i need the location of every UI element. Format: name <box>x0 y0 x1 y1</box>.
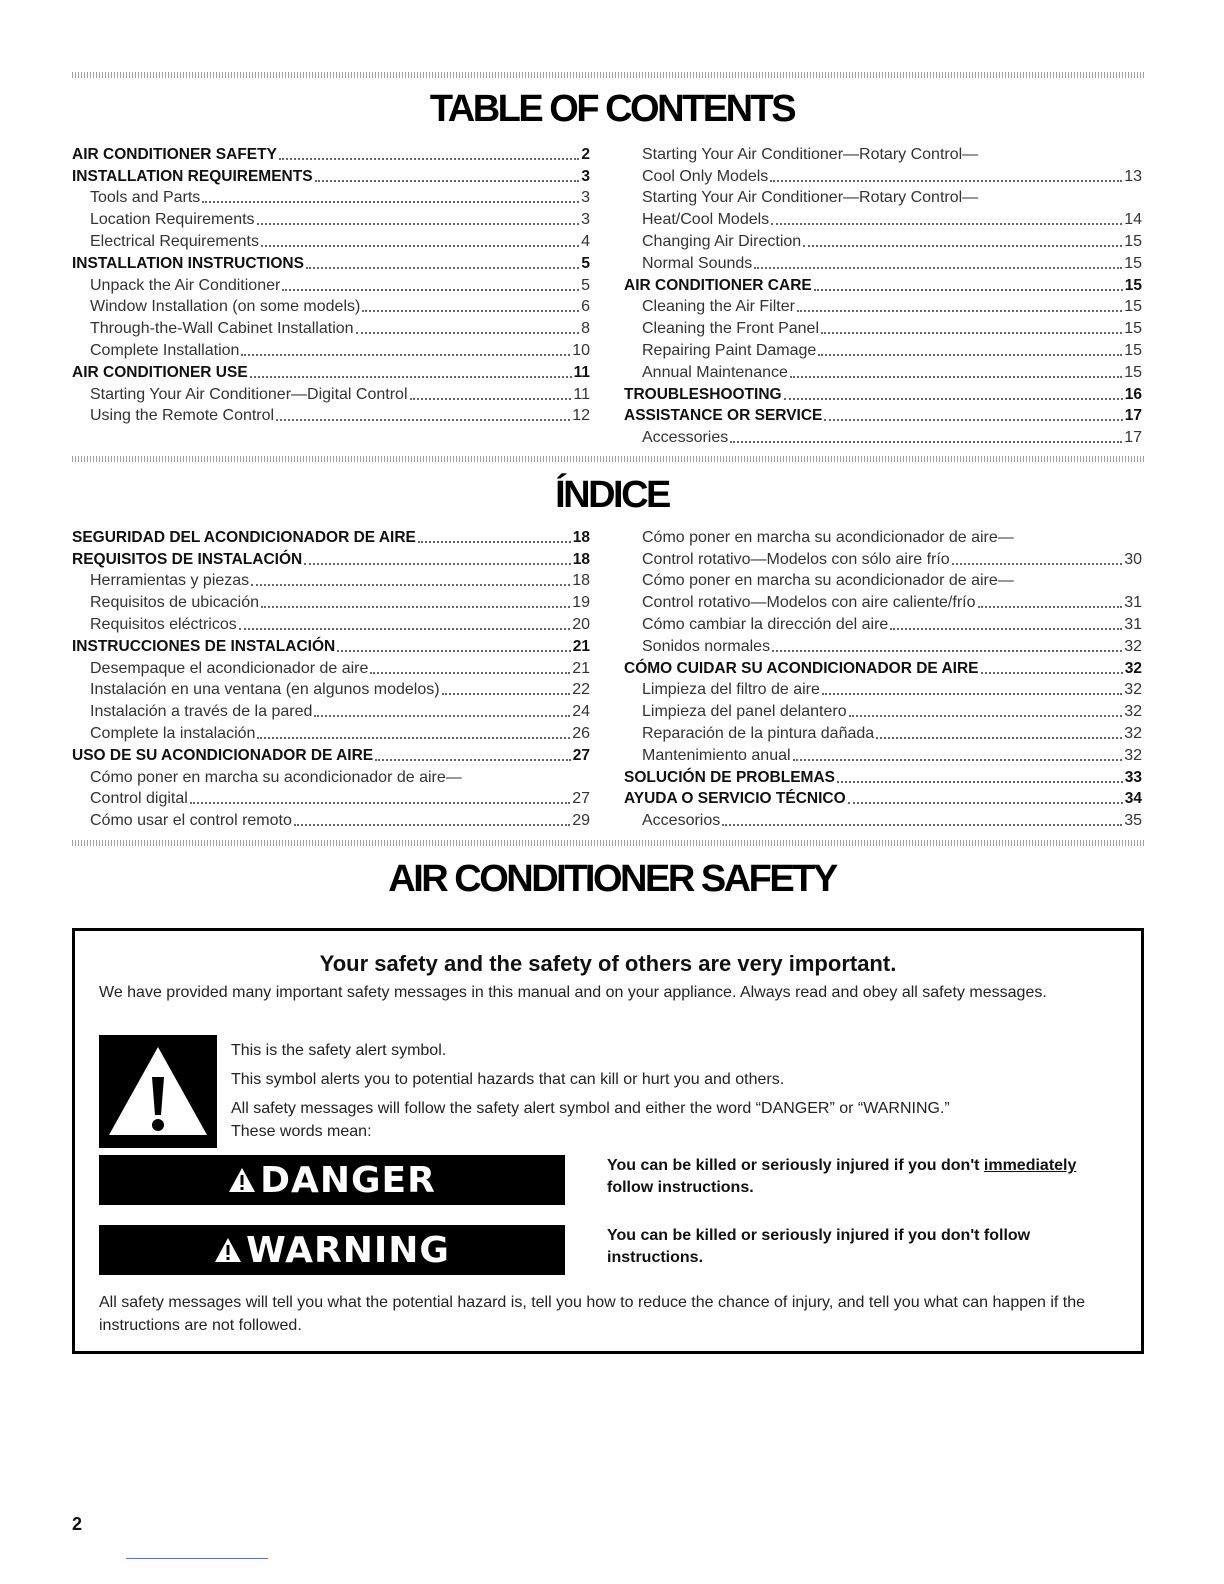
toc-entry-page: 18 <box>572 550 590 568</box>
toc-leader-dots <box>952 561 1123 565</box>
toc-entry <box>624 569 1142 591</box>
toc-entry-page: 18 <box>572 528 590 546</box>
safety-title: AIR CONDITIONER SAFETY <box>388 858 836 900</box>
toc-entry-page: 17 <box>1124 407 1142 425</box>
safety-box <box>72 928 1144 1354</box>
toc-leader-dots <box>772 648 1122 652</box>
toc-section-entry <box>72 164 590 186</box>
toc-leader-dots <box>793 757 1123 761</box>
toc-leader-dots <box>849 713 1123 717</box>
toc-leader-dots <box>822 691 1122 695</box>
toc-entry-page: 15 <box>1124 320 1142 338</box>
toc-entry <box>624 699 1142 721</box>
toc-entry-page: 15 <box>1124 232 1142 250</box>
toc-leader-dots <box>241 352 570 356</box>
toc-entry-page: 27 <box>572 790 590 808</box>
toc-entry-label: Starting Your Air Conditioner—Rotary Control— <box>642 145 979 163</box>
toc-entry <box>624 251 1142 273</box>
toc-entry-label: AIR CONDITIONER USE <box>72 363 248 381</box>
toc-entry-page: 2 <box>581 145 590 163</box>
toc-leader-dots <box>294 822 570 826</box>
toc-entry-label: SOLUCIÓN DE PROBLEMAS <box>624 768 835 786</box>
toc-entry <box>72 656 590 678</box>
page-number: 2 <box>72 1514 83 1534</box>
toc-leader-dots <box>190 800 570 804</box>
warning-banner <box>99 1225 565 1275</box>
toc-entry-label: Cleaning the Front Panel <box>642 320 819 338</box>
toc-entry-page: 32 <box>1124 724 1142 742</box>
toc-leader-dots <box>315 178 580 182</box>
toc-entry <box>624 525 1142 547</box>
toc-entry-page: 26 <box>572 724 590 742</box>
toc-entry-label: Instalación en una ventana (en algunos modelos) <box>90 681 440 699</box>
toc-entry-page: 15 <box>1124 363 1142 381</box>
toc-leader-dots <box>754 265 1122 269</box>
toc-entry-page: 11 <box>573 385 590 403</box>
toc-entry-label: INSTALLATION REQUIREMENTS <box>72 167 313 185</box>
toc-leader-dots <box>790 374 1122 378</box>
toc-entry-page: 3 <box>581 189 590 207</box>
toc-entry-page: 34 <box>1124 790 1142 808</box>
warning-triangle-icon <box>228 1166 256 1194</box>
toc-section-entry <box>624 787 1142 809</box>
indice-title: ÍNDICE <box>555 474 669 516</box>
toc-section-entry <box>72 360 590 382</box>
toc-entry-page: 35 <box>1124 812 1142 830</box>
toc-leader-dots <box>890 626 1122 630</box>
toc-section-entry <box>72 634 590 656</box>
toc-entry-label: AYUDA O SERVICIO TÉCNICO <box>624 790 846 808</box>
toc-entry-page: 32 <box>1124 681 1142 699</box>
toc-leader-dots <box>314 713 570 717</box>
toc-entry-label: Heat/Cool Models <box>642 211 770 229</box>
toc-entry-page: 20 <box>572 615 590 633</box>
toc-entry-page: 8 <box>581 320 590 338</box>
toc-entry <box>624 808 1142 830</box>
toc-entry <box>72 404 590 426</box>
toc-entry-label: Herramientas y piezas <box>90 572 250 590</box>
toc-leader-dots <box>770 178 1122 182</box>
toc-entry-page: 21 <box>572 637 590 655</box>
toc-leader-dots <box>261 243 579 247</box>
toc-entry-label: CÓMO CUIDAR SU ACONDICIONADOR DE AIRE <box>624 659 979 677</box>
toc-title: TABLE OF CONTENTS <box>429 88 795 130</box>
toc-section-entry <box>624 382 1142 404</box>
toc-entry <box>72 338 590 360</box>
toc-entry-page: 11 <box>573 363 590 381</box>
symbol-line-3: All safety messages will follow the safety alert symbol and either the word “DANGER” or “WARNING.” <box>231 1100 950 1117</box>
toc-leader-dots <box>304 561 571 565</box>
toc-entry-label: TROUBLESHOOTING <box>624 385 782 403</box>
toc-entry-page: 32 <box>1124 703 1142 721</box>
danger-message-b: follow instructions. <box>607 1179 754 1196</box>
indice-divider <box>72 840 1144 846</box>
toc-section-entry <box>624 765 1142 787</box>
toc-entry <box>72 699 590 721</box>
toc-entry <box>624 316 1142 338</box>
toc-entry-label: Control digital <box>90 790 188 808</box>
toc-leader-dots <box>981 670 1123 674</box>
warning-triangle-icon <box>214 1236 242 1264</box>
toc-leader-dots <box>978 604 1123 608</box>
toc-entry <box>624 142 1142 164</box>
toc-leader-dots <box>306 265 579 269</box>
toc-entry-page: 24 <box>572 703 590 721</box>
toc-entry-label: Sonidos normales <box>642 637 771 655</box>
toc-entry-page: 16 <box>1124 385 1142 403</box>
toc-section-entry <box>72 251 590 273</box>
toc-entry-label: Control rotativo—Modelos con aire caliente/frío <box>642 594 976 612</box>
toc-entry-page: 15 <box>1124 341 1142 359</box>
toc-section-entry <box>72 525 590 547</box>
toc-leader-dots <box>202 199 579 203</box>
toc-leader-dots <box>848 800 1123 804</box>
toc-leader-dots <box>337 648 571 652</box>
toc-entry-label: Starting Your Air Conditioner—Rotary Control— <box>642 189 979 207</box>
toc-entry-label: Annual Maintenance <box>642 363 788 381</box>
toc-entry-page: 33 <box>1124 768 1142 786</box>
toc-entry-label: Normal Sounds <box>642 254 753 272</box>
toc-entry <box>624 721 1142 743</box>
safety-footer: All safety messages will tell you what the potential hazard is, tell you how to reduce the chance of injury, and tell you what can happen if the instructions are not followed. <box>99 1294 1086 1334</box>
toc-entry-page: 32 <box>1124 659 1142 677</box>
toc-entry-label: Accesorios <box>642 812 721 830</box>
toc-left-column <box>72 142 590 425</box>
toc-entry <box>624 186 1142 208</box>
toc-entry <box>72 273 590 295</box>
toc-leader-dots <box>410 396 572 400</box>
toc-section-entry <box>72 743 590 765</box>
toc-entry-page: 15 <box>1124 254 1142 272</box>
toc-divider <box>72 456 1144 462</box>
toc-entry <box>72 678 590 700</box>
toc-entry-label: Starting Your Air Conditioner—Digital Control <box>90 385 408 403</box>
toc-leader-dots <box>251 582 570 586</box>
toc-entry-label: Instalación a través de la pared <box>90 703 313 721</box>
symbol-line-1: This is the safety alert symbol. <box>231 1042 447 1059</box>
toc-section-entry <box>624 404 1142 426</box>
toc-leader-dots <box>814 287 1123 291</box>
toc-entry-label: Unpack the Air Conditioner <box>90 276 281 294</box>
toc-entry-label: Cool Only Models <box>642 167 769 185</box>
toc-entry-page: 12 <box>572 407 590 425</box>
toc-entry <box>72 765 590 787</box>
footer-link-line <box>126 1558 268 1559</box>
toc-leader-dots <box>257 221 580 225</box>
toc-entry-label: Tools and Parts <box>90 189 201 207</box>
toc-entry-label: AIR CONDITIONER SAFETY <box>72 145 277 163</box>
symbol-line-4: These words mean: <box>231 1123 372 1140</box>
toc-entry <box>624 547 1142 569</box>
toc-entry-label: Requisitos eléctricos <box>90 615 237 633</box>
toc-entry-label: Cómo usar el control remoto <box>90 812 292 830</box>
toc-leader-dots <box>821 330 1122 334</box>
toc-entry-page: 19 <box>572 594 590 612</box>
toc-entry <box>72 721 590 743</box>
toc-entry <box>624 338 1142 360</box>
warning-label: WARNING <box>246 1229 450 1271</box>
toc-entry-label: Using the Remote Control <box>90 407 275 425</box>
toc-entry <box>624 425 1142 447</box>
toc-entry <box>72 569 590 591</box>
toc-leader-dots <box>824 417 1122 421</box>
toc-leader-dots <box>837 779 1123 783</box>
toc-entry-page: 31 <box>1124 615 1142 633</box>
toc-entry-label: Electrical Requirements <box>90 232 259 250</box>
toc-entry-label: Accessories <box>642 429 729 447</box>
toc-entry-label: Reparación de la pintura dañada <box>642 724 875 742</box>
toc-entry <box>72 808 590 830</box>
danger-message-a: You can be killed or seriously injured if you don't <box>607 1157 984 1174</box>
toc-entry <box>72 229 590 251</box>
toc-leader-dots <box>282 287 579 291</box>
toc-entry-label: Cómo poner en marcha su acondicionador de aire— <box>642 528 1014 546</box>
toc-entry-label: Requisitos de ubicación <box>90 594 259 612</box>
toc-entry-label: Through-the-Wall Cabinet Installation <box>90 320 354 338</box>
toc-entry <box>624 743 1142 765</box>
toc-leader-dots <box>375 757 571 761</box>
toc-entry-page: 18 <box>572 572 590 590</box>
toc-entry-page: 27 <box>572 746 590 764</box>
toc-entry-label: REQUISITOS DE INSTALACIÓN <box>72 550 303 568</box>
indice-right-column <box>624 525 1142 830</box>
toc-entry-label: Control rotativo—Modelos con sólo aire frío <box>642 550 950 568</box>
safety-intro: We have provided many important safety messages in this manual and on your appliance. Always read and obey all safety messages. <box>99 984 1047 1001</box>
toc-entry-label: INSTALLATION INSTRUCTIONS <box>72 254 304 272</box>
toc-entry <box>624 207 1142 229</box>
toc-entry-label: Complete Installation <box>90 341 240 359</box>
toc-entry-label: Cleaning the Air Filter <box>642 298 795 316</box>
toc-entry-page: 21 <box>572 659 590 677</box>
toc-entry <box>72 382 590 404</box>
toc-leader-dots <box>803 243 1122 247</box>
toc-entry-label: Desempaque el acondicionador de aire <box>90 659 369 677</box>
toc-entry-page: 22 <box>572 681 590 699</box>
toc-entry-page: 6 <box>581 298 590 316</box>
toc-entry-page: 32 <box>1124 637 1142 655</box>
toc-entry <box>72 316 590 338</box>
toc-entry-label: AIR CONDITIONER CARE <box>624 276 812 294</box>
safety-headline: Your safety and the safety of others are very important. <box>319 951 897 976</box>
toc-entry-page: 5 <box>581 276 590 294</box>
toc-entry-label: Location Requirements <box>90 211 255 229</box>
toc-leader-dots <box>771 221 1122 225</box>
toc-right-column <box>624 142 1142 447</box>
toc-entry-page: 17 <box>1124 429 1142 447</box>
toc-entry-label: Window Installation (on some models) <box>90 298 361 316</box>
toc-entry-label: ASSISTANCE OR SERVICE <box>624 407 823 425</box>
toc-leader-dots <box>418 539 571 543</box>
toc-entry <box>624 295 1142 317</box>
toc-leader-dots <box>784 396 1123 400</box>
toc-entry <box>72 590 590 612</box>
toc-entry <box>624 360 1142 382</box>
toc-leader-dots <box>257 735 570 739</box>
toc-entry-page: 31 <box>1124 594 1142 612</box>
toc-entry-page: 4 <box>581 232 590 250</box>
toc-leader-dots <box>261 604 570 608</box>
toc-entry <box>624 678 1142 700</box>
warning-message: You can be killed or seriously injured if you don't follow instructions. <box>607 1227 1031 1266</box>
toc-entry-page: 5 <box>581 254 590 272</box>
toc-section-entry <box>72 142 590 164</box>
toc-entry-page: 10 <box>572 341 590 359</box>
toc-entry-label: USO DE SU ACONDICIONADOR DE AIRE <box>72 746 374 764</box>
toc-entry-label: INSTRUCCIONES DE INSTALACIÓN <box>72 637 336 655</box>
toc-leader-dots <box>276 417 570 421</box>
toc-entry <box>624 634 1142 656</box>
toc-entry-label: Changing Air Direction <box>642 232 802 250</box>
toc-entry <box>72 612 590 634</box>
toc-entry <box>72 186 590 208</box>
toc-leader-dots <box>250 374 572 378</box>
toc-leader-dots <box>279 156 579 160</box>
danger-banner <box>99 1155 565 1205</box>
toc-entry-label: SEGURIDAD DEL ACONDICIONADOR DE AIRE <box>72 528 416 546</box>
toc-entry-label: Limpieza del panel delantero <box>642 703 847 721</box>
toc-leader-dots <box>362 308 579 312</box>
toc-entry <box>624 612 1142 634</box>
toc-entry-page: 32 <box>1124 746 1142 764</box>
toc-entry-label: Cómo cambiar la dirección del aire <box>642 615 889 633</box>
toc-entry-page: 29 <box>572 812 590 830</box>
toc-entry <box>72 207 590 229</box>
toc-entry-label: Complete la instalación <box>90 724 256 742</box>
toc-entry-label: Repairing Paint Damage <box>642 341 817 359</box>
symbol-line-2: This symbol alerts you to potential hazards that can kill or hurt you and others. <box>231 1071 785 1088</box>
top-divider <box>72 72 1144 78</box>
toc-entry-label: Cómo poner en marcha su acondicionador de aire— <box>642 572 1014 590</box>
toc-entry-page: 14 <box>1124 211 1142 229</box>
danger-label: DANGER <box>260 1159 436 1201</box>
toc-entry-label: Limpieza del filtro de aire <box>642 681 820 699</box>
toc-entry-page: 3 <box>581 211 590 229</box>
toc-leader-dots <box>797 308 1122 312</box>
toc-leader-dots <box>730 439 1122 443</box>
danger-message-emphasis: immediately <box>983 1157 1077 1174</box>
toc-section-entry <box>624 656 1142 678</box>
toc-leader-dots <box>442 691 571 695</box>
toc-leader-dots <box>818 352 1122 356</box>
toc-entry <box>624 164 1142 186</box>
indice-left-column <box>72 525 590 830</box>
danger-message <box>607 1155 1127 1199</box>
toc-entry-page: 15 <box>1124 298 1142 316</box>
toc-entry <box>72 787 590 809</box>
toc-leader-dots <box>876 735 1122 739</box>
safety-alert-icon <box>99 1035 217 1148</box>
toc-leader-dots <box>356 330 580 334</box>
toc-entry <box>72 295 590 317</box>
toc-leader-dots <box>239 626 570 630</box>
toc-entry-label: Cómo poner en marcha su acondicionador de aire— <box>90 768 462 786</box>
toc-leader-dots <box>370 670 570 674</box>
toc-entry-page: 13 <box>1124 167 1142 185</box>
toc-section-entry <box>624 273 1142 295</box>
toc-entry <box>624 229 1142 251</box>
toc-section-entry <box>72 547 590 569</box>
toc-leader-dots <box>722 822 1122 826</box>
toc-entry-page: 15 <box>1124 276 1142 294</box>
toc-entry <box>624 590 1142 612</box>
toc-entry-label: Mantenimiento anual <box>642 746 791 764</box>
toc-entry-page: 3 <box>581 167 590 185</box>
toc-entry-page: 30 <box>1124 550 1142 568</box>
